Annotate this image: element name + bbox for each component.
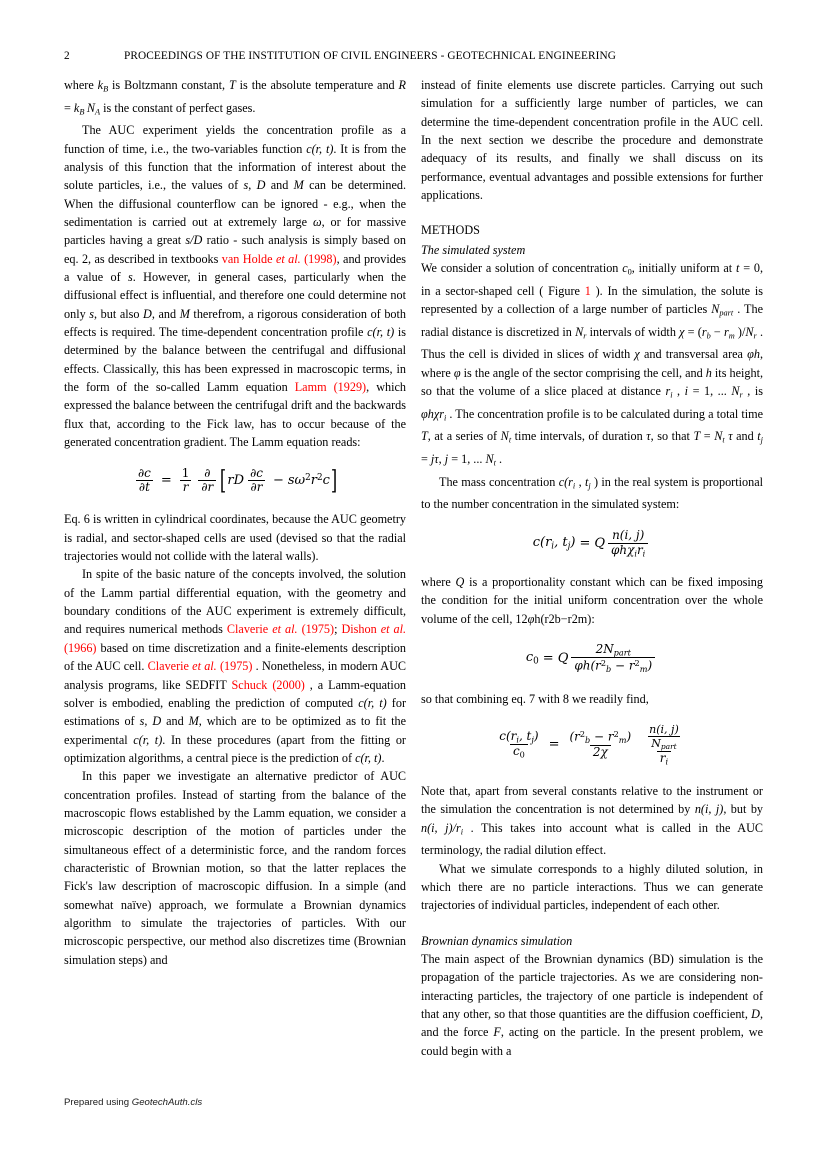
paren-close: ) [647, 659, 653, 674]
symbol-phi: φ [453, 365, 461, 380]
symbol-chi: χ [634, 347, 640, 362]
symbol-t: t [584, 474, 589, 489]
symbol-N: N [500, 429, 509, 444]
term-c-r: c(r [499, 728, 517, 743]
text-run: based on time discretization and a finite-elements description of the AUC cell. [64, 640, 406, 674]
footer-class-file: GeotechAuth.cls [131, 1097, 203, 1108]
text-run: can be determined. When the diffusional counterflow can be ignored - e.g., when the sedimentation is carried out at extremely large [64, 178, 406, 230]
term-open-r: (r [569, 730, 580, 745]
text-run: , where [421, 347, 763, 380]
equals-sign: = [64, 100, 74, 115]
subsection-heading-brownian-dynamics: Brownian dynamics simulation [421, 933, 573, 948]
symbol-N: N [731, 384, 740, 399]
symbol-N: N [575, 324, 584, 339]
text-run: . However, in general cases, particularly when the diffusional effect is influential, and therefore one could determine not only [64, 270, 406, 321]
symbol-N: N [745, 324, 754, 339]
text-run: We consider a solution of concentration [421, 261, 623, 276]
symbol-phi: φ [527, 611, 535, 626]
text-run: is a proportionality constant which can be fixed imposing the condition for the initial uniform concentration over the whole volume of the cell, 12 [421, 575, 763, 626]
text-run: time intervals, of duration [511, 429, 647, 444]
running-header [64, 50, 764, 62]
term-t: , t [518, 728, 532, 743]
citation-claverie-1[interactable] [227, 622, 334, 636]
subscript-i: i [634, 547, 637, 558]
term-rD: rD [227, 473, 245, 489]
citation-author: Claverie [147, 659, 189, 674]
symbol-Q: Q [594, 535, 606, 551]
equation-8-c0 [421, 644, 763, 673]
citation-author: Lamm [294, 380, 327, 395]
text-run: where [64, 78, 98, 92]
subsection-heading-simulated-system: The simulated system [421, 242, 526, 257]
text-run: , [575, 474, 585, 489]
numerator [496, 728, 541, 745]
subscript-j: j [567, 541, 571, 552]
right-column [421, 76, 763, 1060]
text-run: )/ [734, 324, 746, 339]
fraction-nij-npart-over-ri [640, 724, 688, 766]
text-run: . The concentration profile is to be calculated during a total time [446, 406, 763, 421]
subscript-t: t [493, 458, 496, 468]
symbol-T: T [693, 429, 701, 444]
text-run: The AUC experiment yields the concentration profile as a function of time, i.e., the two-variables function [64, 123, 406, 156]
numerator: n(i, j) [649, 722, 679, 736]
subscript-b: b [706, 331, 711, 341]
denominator: ∂r [198, 480, 216, 494]
numerator [566, 730, 634, 745]
symbol-j: j [444, 452, 449, 467]
subscript-0: 0 [533, 656, 539, 667]
fraction-one-over-r [179, 465, 193, 495]
text-run: therefrom, a rigorous consideration of both effects is required. The time-dependent concentration profile [64, 306, 406, 340]
text-run: In spite of the basic nature of the concepts involved, the solution of the Lamm partial differential equation, with the geometry and boundary conditions of the AUC experiment is extremely difficult, and requires numerical methods [64, 567, 406, 637]
page-footer [64, 1097, 202, 1108]
symbol-Q: Q [455, 575, 465, 590]
paragraph-proportionality-constant [421, 573, 763, 628]
citation-etal: et al. [380, 622, 407, 637]
symbol-R: R [398, 78, 406, 92]
subscript-i: i [670, 390, 673, 400]
citation-author: Dishon [341, 622, 377, 637]
denominator [657, 751, 671, 765]
numerator: 1 [181, 465, 190, 480]
paragraph-numerical-methods [64, 565, 406, 767]
text-run: . Nonetheless, in modern AUC analysis programs, like SEDFIT [64, 659, 407, 692]
symbol-crt: c(r, t) [358, 695, 387, 710]
subscript-m: m [618, 735, 627, 746]
paragraph-mass-concentration [421, 473, 763, 514]
text-run: is determined by the balance between the centrifugal and diffusional effects. Classically, this has been expressed in macroscopic terms, in the form of the so-called Lamm equation [64, 325, 406, 395]
numerator [640, 724, 688, 752]
subscript-i: i [665, 756, 669, 767]
denominator: r [180, 480, 192, 494]
denominator: 2χ [590, 745, 611, 759]
text-run: , or for massive particles having a great [64, 215, 406, 248]
term-c-r: c(r [532, 534, 552, 550]
symbol-kb: k [97, 78, 104, 92]
symbol-omega: ω [312, 215, 322, 230]
equals-sign: = [548, 737, 560, 753]
symbol-F: F [493, 1025, 501, 1040]
symbol-r: r [723, 324, 729, 339]
denominator [510, 744, 528, 758]
text-run: , and provides a value of [64, 251, 406, 285]
text-run: , [248, 178, 257, 193]
fraction-rb2-minus-rm2-over-2chi [566, 730, 634, 759]
symbol-T: T [421, 429, 428, 444]
text-run: ). In the simulation, the solute is represented by a collection of a large number of particles [421, 283, 763, 317]
text-run: and [265, 178, 294, 193]
text-run: is the angle of the sector comprising the cell, and [460, 365, 706, 380]
equation-lamm [64, 465, 406, 496]
bracket-open: [ [220, 465, 227, 496]
text-run: = 1, ... [688, 384, 732, 399]
subscript-j: j [531, 734, 534, 745]
symbol-t: t [757, 429, 761, 444]
subscript-b: b [585, 735, 591, 746]
symbol-N: N [714, 429, 723, 444]
fraction-2npart-over-phih [571, 644, 655, 673]
subscript-b: b [606, 664, 612, 675]
subscript-a: A [95, 106, 101, 116]
text-run: ; [334, 622, 342, 637]
symbol-N: N [86, 100, 96, 115]
term-s-omega: sω [287, 473, 306, 489]
symbol-crt: c(r, t) [133, 732, 163, 747]
numerator [593, 644, 634, 657]
subscript-part: part [660, 741, 677, 751]
citation-lamm[interactable] [295, 380, 366, 394]
equation-7-concentration [421, 527, 763, 558]
denominator [571, 657, 655, 673]
symbol-n-over-r: n(i, j)/r [421, 820, 461, 835]
text-run: intervals of width [586, 324, 680, 339]
paragraph-auc-experiment [64, 121, 406, 451]
symbol-s: s [243, 178, 249, 193]
text-run: The mass concentration [439, 474, 559, 489]
equals-sign: = [579, 535, 591, 551]
term-minus-r: − r [611, 659, 635, 674]
subscript-m: m [728, 331, 735, 341]
text-run: is the absolute temperature and [235, 78, 399, 92]
text-run: , [144, 714, 153, 729]
text-run: where [421, 575, 456, 590]
text-run: = ( [684, 324, 702, 339]
equation-9-ratio [421, 724, 763, 766]
subscript-r: r [753, 331, 757, 341]
symbol-s: s [139, 714, 145, 729]
symbol-D: D [143, 306, 152, 321]
citation-year: (2000) [272, 677, 305, 692]
term-c: c [322, 473, 330, 489]
text-run: and [161, 714, 189, 729]
symbol-tau: τ [646, 429, 651, 444]
citation-year: (1966) [64, 640, 97, 655]
text-run: . The radial distance is discretized in [421, 302, 763, 339]
symbol-phi-h: φh [747, 347, 760, 362]
text-run: is Boltzmann constant, [108, 78, 229, 92]
paragraph-simulated-system [421, 259, 763, 473]
symbol-D: D [256, 178, 266, 193]
symbol-M: M [188, 714, 199, 729]
text-run: and transversal area [639, 347, 748, 362]
equals-sign: = [542, 651, 554, 667]
text-run: , so that [650, 429, 694, 444]
text-run: , is [742, 384, 764, 399]
symbol-t: t [736, 261, 740, 276]
subscript-r: r [583, 331, 587, 341]
exponent-2: 2 [600, 658, 606, 669]
symbol-i: i [684, 384, 689, 399]
symbol-Q: Q [557, 651, 569, 667]
subscript-t: t [722, 435, 725, 445]
text-run: . [495, 452, 503, 467]
exponent-2: 2 [613, 729, 619, 740]
citation-van-holde[interactable] [222, 252, 337, 266]
text-run: The main aspect of the Brownian dynamics (BD) simulation is the propagation of the particle trajectories. As we are considering non-interacting particles, the trajectory of one particle is independent of that any other, so that those quantities are the diffusion coefficient, [421, 951, 763, 1021]
term-t: , t [554, 534, 568, 550]
fraction-c-over-c0 [496, 728, 541, 760]
symbol-r: r [665, 384, 671, 399]
citation-author: van Holde [221, 251, 273, 266]
paragraph-where-kb [64, 76, 406, 121]
symbol-c: c [622, 261, 628, 276]
text-run: , [438, 452, 445, 467]
citation-etal: et al. [272, 622, 298, 637]
citation-year: (1998) [304, 251, 337, 266]
denominator: ∂r [248, 480, 266, 494]
minus-sign: − [272, 473, 284, 489]
symbol-D: D [751, 1006, 760, 1021]
fraction-dc-dt [135, 465, 154, 495]
term-c: c [512, 744, 520, 759]
citation-year: (1975) [219, 659, 253, 674]
fraction-n-over-phihchir [608, 527, 648, 558]
symbol-M: M [179, 306, 190, 321]
symbol-crt: c(r, t) [306, 141, 334, 156]
subscript-j: j [588, 481, 591, 491]
citation-author: Schuck [231, 677, 268, 692]
numerator: n(i, j) [612, 527, 645, 542]
term-N: N [651, 736, 661, 750]
symbol-j-tau: jτ [430, 452, 439, 467]
numerator: ∂c [250, 465, 263, 480]
text-run: , at a series of [427, 429, 501, 444]
subscript-i: i [642, 547, 646, 558]
denominator: ∂t [136, 480, 153, 494]
subscript-b: B [79, 106, 85, 116]
text-run: = 1, ... [448, 452, 486, 467]
text-run: − [710, 324, 724, 339]
subscript-i: i [551, 541, 555, 552]
paren-close: ) [570, 534, 576, 550]
symbol-M: M [293, 178, 304, 193]
text-run: = 0, in a sector-shaped cell ( Figure [421, 261, 764, 298]
paragraph-diluted-solution: What we simulate corresponds to a highly diluted solution, in which there are no particle interactions. Thus we can generate trajectories of individual particles, independent of each other. [421, 861, 763, 913]
text-run: , initially uniform at [631, 261, 736, 276]
citation-year: (1975) [301, 622, 335, 637]
term-minus-r: − r [590, 730, 614, 745]
text-run: , which expressed the balance between the centrifugal drift and the backwards flux that, according to the Fick law, has to occur because of the generated concentration gradient. The Lamm equation reads: [64, 380, 407, 450]
citation-author: Claverie [226, 622, 269, 637]
text-run: is the constant of perfect gases. [100, 100, 256, 115]
term-c: c [525, 650, 534, 666]
left-column [64, 76, 406, 969]
section-heading-methods: METHODS [421, 223, 480, 238]
numerator: ∂ [204, 465, 211, 480]
symbol-N: N [711, 302, 720, 317]
subscript-i: i [443, 413, 447, 423]
symbol-tau: τ [728, 429, 733, 444]
symbol-chi: χ [679, 324, 685, 339]
text-run: , acting on the particle. In the present problem, we could begin with a [421, 1025, 763, 1058]
paragraph-combining-eq: so that combining eq. 7 with 8 we readily find, [421, 691, 649, 706]
denominator [608, 543, 648, 557]
paragraph-radial-dilution [421, 782, 763, 860]
symbol-phi-h-chi-r: φhχr [421, 406, 444, 421]
subscript-r: r [739, 390, 743, 400]
bracket-close: ] [330, 465, 338, 496]
citation-etal: et al. [192, 659, 217, 674]
text-run: Note that, apart from several constants relative to the instrument or the simulation the concentration is not determined by [421, 783, 763, 817]
exponent-2: 2 [305, 473, 311, 484]
symbol-crt: c(r, t) [355, 750, 382, 765]
subscript-t: t [508, 435, 512, 445]
fraction-nij-over-npart [646, 724, 682, 751]
text-run: in the real system is proportional to the number concentration in the simulated system: [421, 474, 763, 512]
subscript-b: B [103, 84, 109, 94]
symbol-h: h [705, 365, 712, 380]
symbol-s: s [89, 306, 95, 321]
subscript-i: i [460, 826, 464, 836]
term-2N: 2N [595, 642, 614, 657]
lhs-c0 [526, 651, 539, 666]
text-run: . This takes into account what is called in the AUC terminology, the radial dilution effect. [421, 820, 763, 858]
subscript-0: 0 [519, 749, 525, 760]
running-title: PROCEEDINGS OF THE INSTITUTION OF CIVIL ENGINEERS - GEOTECHNICAL ENGINEERING [124, 50, 616, 62]
text-run: , a Lamm-equation solver is embodied, enabling the prediction of computed [64, 677, 407, 710]
citation-year: (1929) [333, 380, 367, 395]
symbol-T: T [229, 78, 236, 92]
paragraph-bd-simulation [421, 950, 763, 1060]
text-run: . [381, 750, 385, 765]
text-run: = [421, 452, 431, 467]
paren-close: ) [626, 730, 632, 745]
text-run: , [672, 384, 685, 399]
paragraph-this-paper: In this paper we investigate an alternative predictor of AUC concentration profiles. Instead of starting from the balance of the macroscopic flows established by the Lamm equation, we consider a microscopic description of the motion of particles under the simultaneous effect of a deterministic force, and the random forces characteristic of Brownian motion, so that the latter replaces the Fick's law description of macroscopic diffusion. In a simple (and somewhat naïve) approach, we formulate a Brownian dynamics algorithm to simulate the trajectories of particles. With our microscopic perspective, our method also discretizes time (Brownian simulation steps) and [64, 769, 406, 967]
term-somega2r2c [288, 474, 330, 487]
subscript-0: 0 [627, 267, 632, 277]
lhs-c-ri-tj [533, 536, 576, 551]
subscript-i: i [516, 734, 519, 745]
term-phi-h-chi: φhχ [611, 542, 635, 557]
symbol-r: r [701, 324, 707, 339]
text-run: for estimations of [64, 695, 407, 729]
term-phi-h-r: φh(r [574, 659, 601, 674]
fraction-dc-dr [247, 465, 266, 495]
text-run: its height, so that the volume of a slice placed at distance [421, 365, 764, 399]
citation-etal: et al. [275, 251, 301, 266]
text-run: and [732, 429, 758, 444]
text-run: , which are to be optimized as to fit the experimental [64, 714, 407, 747]
page-number: 2 [64, 50, 70, 62]
term-r: r [310, 473, 317, 489]
exponent-2: 2 [634, 658, 640, 669]
figure-reference-1[interactable]: 1 [584, 283, 591, 298]
text-run: ) [590, 474, 599, 489]
text-run: . In these procedures (apart from the fitting or optimization algorithms, a central piece is the prediction of [64, 732, 406, 765]
numerator: ∂c [137, 465, 151, 480]
symbol-crt: c(r, t) [367, 325, 395, 340]
exponent-2: 2 [579, 729, 586, 740]
text-run: . Thus the cell is divided in slices of width [421, 324, 763, 362]
paren-close: ) [533, 728, 539, 743]
symbol-D: D [152, 714, 162, 729]
text-run: h(r2b−r2m): [534, 611, 595, 626]
symbol-N: N [485, 452, 494, 467]
text-run: . It is from the analysis of this function that the information of interest about the solute particles, i.e., the values of [64, 141, 407, 193]
footer-prefix: Prepared using [64, 1097, 132, 1108]
subscript-i: i [572, 481, 576, 491]
subscript-part: part [613, 647, 631, 658]
exponent-2: 2 [316, 473, 323, 484]
term-r: r [659, 751, 666, 766]
symbol-n-i-j: n(i, j) [694, 802, 724, 817]
equals-sign: = [160, 473, 172, 489]
symbol-s: s [128, 270, 133, 285]
paragraph-discrete-particles: instead of finite elements use discrete particles. Carrying out such simulation for a sufficiently large number of particles, we can determine the time-dependent concentration profile in the AUC cell. In the next section we describe the procedure and demonstrate adequacy of its results, and finally we shall discuss on its performance, eventual advantages and possible extensions for further applications. [421, 78, 763, 203]
fraction-d-dr [198, 465, 216, 495]
subscript-m: m [639, 664, 648, 675]
symbol-s-over-D: s/D [185, 233, 203, 248]
denominator [648, 736, 679, 751]
text-run: , and the force [421, 1006, 763, 1040]
text-run: ratio - such analysis is simply based on eq. 2, as described in textbooks [64, 233, 406, 266]
term-r: r [636, 542, 643, 557]
symbol-c-r: c(r [558, 474, 573, 489]
subscript-part: part [719, 308, 734, 318]
text-run: = [700, 429, 715, 444]
text-run: , but also [94, 306, 144, 321]
subscript-j: j [760, 435, 763, 445]
text-run: , but by [723, 802, 764, 817]
citation-schuck[interactable] [232, 678, 305, 692]
paragraph-eq6-cylindrical: Eq. 6 is written in cylindrical coordinates, because the AUC geometry is radial, and sector-shaped cells are used (devised so that the radial trajectories would not collide with the lateral walls). [64, 512, 406, 564]
symbol-k: k [73, 100, 80, 115]
citation-claverie-2[interactable] [148, 659, 253, 673]
text-run: , and [151, 306, 180, 321]
